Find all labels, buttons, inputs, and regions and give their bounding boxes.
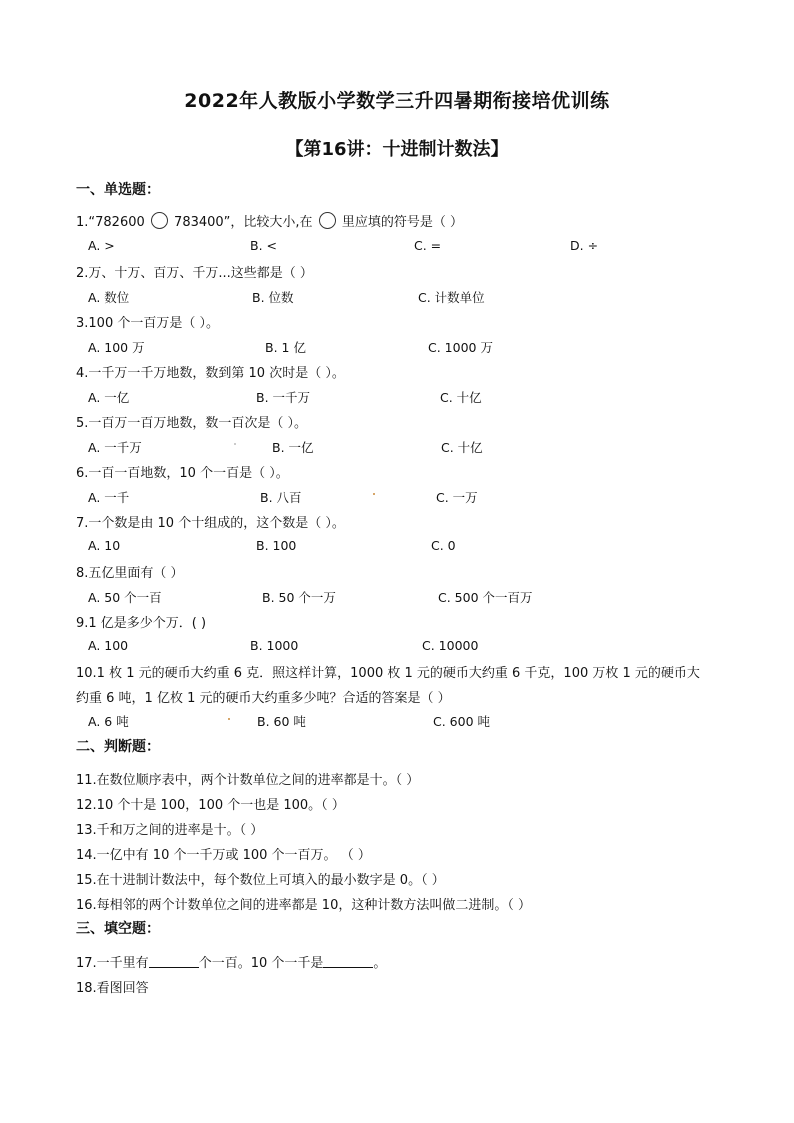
question-1	[76, 211, 463, 230]
option-b: B. 50 个一万	[262, 590, 336, 605]
option-a: A. 一亿	[88, 390, 130, 405]
option-c: C. 计数单位	[418, 290, 485, 305]
question-15: 15.在十进制计数法中，每个数位上可填入的最小数字是 0。（ ）	[76, 873, 445, 888]
option-b: B. 一千万	[256, 390, 311, 405]
option-a: A. 100	[88, 638, 129, 653]
option-b: B. 位数	[252, 290, 294, 305]
question-5: 5.一百万一百万地数，数一百次是（ ）。	[76, 416, 308, 431]
scan-speck	[228, 718, 230, 720]
section-heading-judgement: 二、判断题：	[76, 739, 160, 755]
option-b: B. 1000	[250, 638, 299, 653]
option-b: B. <	[250, 238, 277, 253]
worksheet-title: 2022年人教版小学数学三升四暑期衔接培优训练	[184, 90, 610, 112]
option-a: A. 100 万	[88, 340, 145, 355]
scan-speck	[234, 443, 236, 445]
question-6: 6.一百一百地数，10 个一百是（ ）。	[76, 466, 289, 481]
option-b: B. 一亿	[272, 440, 314, 455]
question-17	[76, 952, 386, 971]
question-17-part3: 。	[373, 956, 387, 971]
section-heading-fill-in: 三、填空题：	[76, 921, 160, 937]
question-18: 18.看图回答	[76, 981, 149, 996]
question-7: 7.一个数是由 10 个十组成的，这个数是（ ）。	[76, 516, 345, 531]
question-12: 12.10 个十是 100，100 个一也是 100。（ ）	[76, 798, 345, 813]
option-d: D. ÷	[570, 238, 599, 253]
question-10-line-1: 10.1 枚 1 元的硬币大约重 6 克．照这样计算，1000 枚 1 元的硬币大约重 6 千克，100 万枚 1 元的硬币大	[76, 666, 700, 681]
question-16: 16.每相邻的两个计数单位之间的进率都是 10，这种计数方法叫做二进制。（ ）	[76, 898, 531, 913]
question-1-part1: 1.“782600	[76, 215, 145, 230]
question-2: 2.万、十万、百万、千万...这些都是（ ）	[76, 266, 313, 281]
option-b: B. 60 吨	[257, 714, 306, 729]
question-17-part1: 17.一千里有	[76, 956, 149, 971]
question-8: 8.五亿里面有（ ）	[76, 566, 184, 581]
answer-blank[interactable]	[323, 955, 373, 968]
question-1-part3: 里应填的符号是（ ）	[341, 215, 463, 230]
question-17-part2: 个一百。10 个一千是	[198, 956, 324, 971]
answer-blank[interactable]	[149, 955, 199, 968]
section-heading-single-choice: 一、单选题：	[76, 182, 160, 198]
lesson-subtitle: 【第16讲：十进制计数法】	[285, 139, 509, 160]
option-a: A. 一千	[88, 490, 130, 505]
option-a: A. >	[88, 238, 115, 253]
option-a: A. 一千万	[88, 440, 142, 455]
question-4: 4.一千万一千万地数，数到第 10 次时是（ ）。	[76, 366, 345, 381]
option-a: A. 6 吨	[88, 714, 129, 729]
option-c: C. 600 吨	[433, 714, 491, 729]
option-c: C. 0	[431, 538, 456, 553]
question-10-line-2: 约重 6 吨，1 亿枚 1 元的硬币大约重多少吨？合适的答案是（ ）	[76, 691, 451, 706]
question-9: 9.1 亿是多少个万．( )	[76, 616, 207, 631]
question-13: 13.千和万之间的进率是十。（ ）	[76, 823, 264, 838]
option-a: A. 50 个一百	[88, 590, 162, 605]
option-c: C. 十亿	[440, 390, 482, 405]
option-a: A. 10	[88, 538, 121, 553]
option-b: B. 八百	[260, 490, 302, 505]
scan-speck	[373, 493, 375, 495]
blank-circle	[319, 212, 336, 229]
option-b: B. 1 亿	[265, 340, 306, 355]
option-a: A. 数位	[88, 290, 130, 305]
option-c: C. 一万	[436, 490, 478, 505]
option-c: C. 1000 万	[428, 340, 493, 355]
option-c: C. 500 个一百万	[438, 590, 533, 605]
question-11: 11.在数位顺序表中，两个计数单位之间的进率都是十。（ ）	[76, 773, 420, 788]
option-b: B. 100	[256, 538, 297, 553]
question-1-part2: 783400”，比较大小,在	[174, 215, 313, 230]
option-c: C. =	[414, 238, 442, 253]
question-3: 3.100 个一百万是（ ）。	[76, 316, 219, 331]
question-14: 14.一亿中有 10 个一千万或 100 个一百万。 （ ）	[76, 848, 371, 863]
blank-circle	[151, 212, 168, 229]
option-c: C. 十亿	[441, 440, 483, 455]
option-c: C. 10000	[422, 638, 479, 653]
